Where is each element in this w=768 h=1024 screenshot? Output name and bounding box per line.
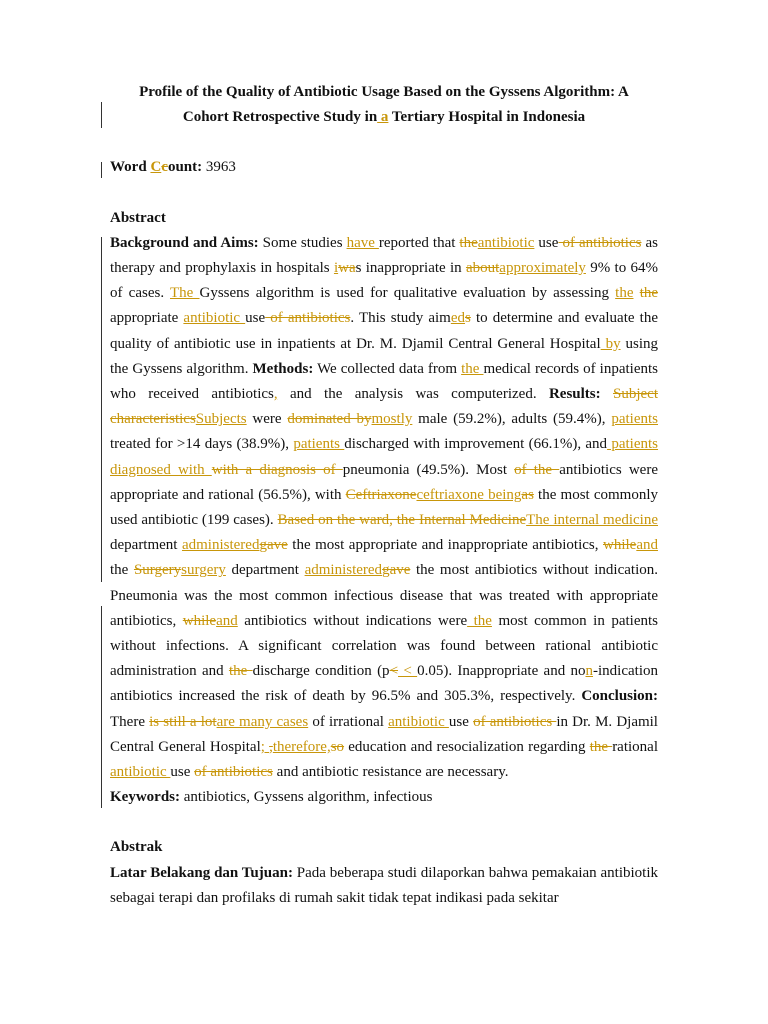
word-count-value: 3963: [202, 159, 236, 176]
deleted-text: of antibiotics: [265, 310, 351, 327]
inserted-text: and: [216, 612, 238, 629]
inserted-text: mostly: [371, 411, 413, 428]
abstract-heading: Abstract: [110, 209, 166, 226]
abstract-text: antibiotics were appropriate and rational (56.5%), with: [110, 461, 658, 503]
abstrak-heading: Abstrak: [110, 839, 163, 856]
abstract-text: reported that: [378, 234, 460, 251]
abstract-text: using the Gyssens algorithm.: [110, 335, 658, 377]
inserted-text: a: [377, 109, 389, 126]
inserted-text: ceftriaxone being: [416, 486, 522, 503]
inserted-text: administered: [304, 562, 383, 579]
section-label: Methods:: [252, 360, 314, 377]
abstract-text: 0.05). Inappropriate and no: [417, 663, 586, 680]
inserted-text: C: [150, 159, 162, 176]
abstrak-body: Latar Belakang dan Tujuan: Pada beberapa studi dilaporkan bahwa pemakaian antibiotik sebagai terapi dan profilaks di rumah sakit tidak tepat indikasi pada sekitar: [110, 864, 658, 906]
inserted-text: ed: [450, 310, 466, 327]
abstract-text: the: [110, 562, 134, 579]
deleted-text: the: [639, 285, 659, 302]
deleted-text: c: [161, 159, 168, 176]
abstract-text: There: [110, 713, 150, 730]
inserted-text: antibiotic: [388, 713, 449, 730]
title-line-1: Profile of the Quality of Antibiotic Usage Based on the Gyssens Algorithm: A: [139, 84, 629, 100]
inserted-text: have: [346, 234, 379, 251]
deleted-text: so: [330, 738, 345, 755]
abstract-text: Some studies: [258, 234, 347, 251]
inserted-text: patients: [293, 436, 345, 453]
inserted-text: the: [615, 285, 634, 302]
keywords: Keywords: antibiotics, Gyssens algorithm, infectious: [110, 789, 433, 806]
inserted-text: i: [333, 260, 339, 277]
deleted-text: of the: [514, 461, 560, 478]
inserted-text: Subjects: [195, 411, 247, 428]
abstract-text: We collected data from: [313, 360, 462, 377]
abstract-text: 9% to 64% of cases.: [110, 260, 658, 302]
deleted-text: is still a lot: [149, 713, 217, 730]
abstract-text: in Dr. M. Djamil Central General Hospital: [110, 713, 658, 755]
abstract-text: pneumonia (49.5%). Most: [342, 461, 515, 478]
inserted-text: n: [585, 663, 594, 680]
deleted-text: Surgery: [133, 562, 182, 579]
inserted-text: are many cases: [216, 713, 309, 730]
abstract-text: use: [534, 234, 559, 251]
deleted-text: Subject characteristics: [110, 386, 659, 428]
deleted-text: dominated by: [287, 411, 372, 428]
abstract-text: department: [110, 537, 182, 554]
abstract-text: treated for >14 days (38.9%),: [110, 436, 294, 453]
abstract-text: and the analysis was computerized.: [277, 386, 549, 403]
abstract-text: department: [225, 562, 305, 579]
abstract-text: use: [245, 310, 266, 327]
inserted-text: administered: [181, 537, 260, 554]
deleted-text: about: [465, 260, 500, 277]
abstract-text: the most appropriate and inappropriate antibiotics,: [287, 537, 603, 554]
deleted-text: as: [521, 486, 534, 503]
inserted-text: The: [170, 285, 200, 302]
abstract-text: rational: [612, 738, 659, 755]
inserted-text: <: [398, 663, 418, 680]
abstract-text: education and resocialization regarding: [344, 738, 590, 755]
section-label: Background and Aims:: [110, 234, 259, 251]
abstract-text: most common in patients without infections. A significant correlation was found between rational antibiotic administration and: [110, 612, 658, 680]
deleted-text: gave: [259, 537, 288, 554]
inserted-text: antibiotic: [183, 310, 246, 327]
deleted-text: s: [465, 310, 471, 327]
inserted-text: by: [600, 335, 621, 352]
abstract-text: . This study aim: [350, 310, 451, 327]
inserted-text: antibiotic: [477, 234, 535, 251]
abstract-text: -indication antibiotics increased the risk of death by 96.5% and 305.3%, respectively.: [110, 663, 658, 705]
abstract-text: Gyssens algorithm is used for qualitative evaluation by assessing: [199, 285, 616, 302]
deleted-text: of antibiotics: [473, 713, 557, 730]
abstract-text: to determine and evaluate the quality of antibiotic use in inpatients at Dr. M. Djamil Central General Hospital: [110, 310, 658, 352]
deleted-text: with a diagnosis of: [211, 461, 343, 478]
abstract-body: [110, 231, 658, 785]
deleted-text: Ceftriaxone: [345, 486, 417, 503]
deleted-text: the: [228, 663, 253, 680]
deleted-text: gave: [382, 562, 411, 579]
deleted-text: Based on the ward, the Internal Medicine: [277, 512, 527, 529]
abstract-text: use: [448, 713, 474, 730]
deleted-text: <: [389, 663, 399, 680]
inserted-text: patients: [611, 411, 658, 428]
abstract-text: appropriate: [110, 310, 184, 327]
abstract-text: discharged with improvement (66.1%), and: [344, 436, 608, 453]
inserted-text: therefore,: [272, 738, 331, 755]
document-page: [110, 80, 658, 911]
word-count: Word Ccount: 3963: [110, 159, 236, 176]
inserted-text: ,: [273, 386, 278, 403]
abstract-text: medical records of inpatients who received antibiotics: [110, 360, 658, 403]
title-line-2: Cohort Retrospective Study in a Tertiary Hospital in Indonesia: [182, 109, 586, 126]
change-bar: [101, 606, 102, 808]
inserted-text: the: [461, 360, 484, 377]
deleted-text: of antibiotics: [194, 764, 273, 781]
abstract-text: use: [170, 764, 195, 781]
abstract-text: and antibiotic resistance are necessary.: [272, 764, 509, 781]
section-label: Conclusion:: [581, 688, 658, 705]
deleted-text: the: [589, 738, 613, 755]
change-bar: [101, 102, 102, 128]
deleted-text: ,: [269, 738, 273, 755]
deleted-text: while: [182, 612, 217, 629]
deleted-text: the: [459, 234, 478, 251]
inserted-text: diagnosed with: [110, 461, 212, 478]
paper-title: [110, 80, 658, 130]
deleted-text: wa: [338, 260, 356, 277]
abstract-text: discharge condition (p: [252, 663, 390, 680]
inserted-text: approximately: [499, 260, 586, 277]
abstract-text: the most commonly used antibiotic (199 cases).: [110, 486, 659, 529]
inserted-text: the: [467, 612, 492, 629]
change-bar: [101, 237, 102, 582]
inserted-text: and: [636, 537, 658, 554]
abstract-text: s inappropriate in: [355, 260, 466, 277]
deleted-text: while: [602, 537, 637, 554]
abstract-text: the most antibiotics without indication. Pneumonia was the most common infectious disease that was treated with appropriate antibiotics,: [110, 562, 658, 629]
inserted-text: surgery: [181, 562, 226, 579]
abstract-text: were: [246, 411, 288, 428]
abstract-text: male (59.2%), adults (59.4%),: [412, 411, 612, 428]
abstract-text: of irrational: [308, 713, 389, 730]
abstract-text: antibiotics without indications were: [237, 612, 468, 629]
deleted-text: of antibiotics: [558, 234, 642, 251]
abstract-text: as therapy and prophylaxis in hospitals: [110, 234, 658, 277]
inserted-text: patients: [607, 436, 659, 453]
inserted-text: The internal medicine: [526, 512, 658, 529]
inserted-text: ;: [260, 738, 270, 755]
inserted-text: antibiotic: [110, 764, 171, 781]
change-bar: [101, 162, 102, 178]
section-label: Results:: [548, 386, 601, 403]
abstract-text: [601, 386, 613, 402]
